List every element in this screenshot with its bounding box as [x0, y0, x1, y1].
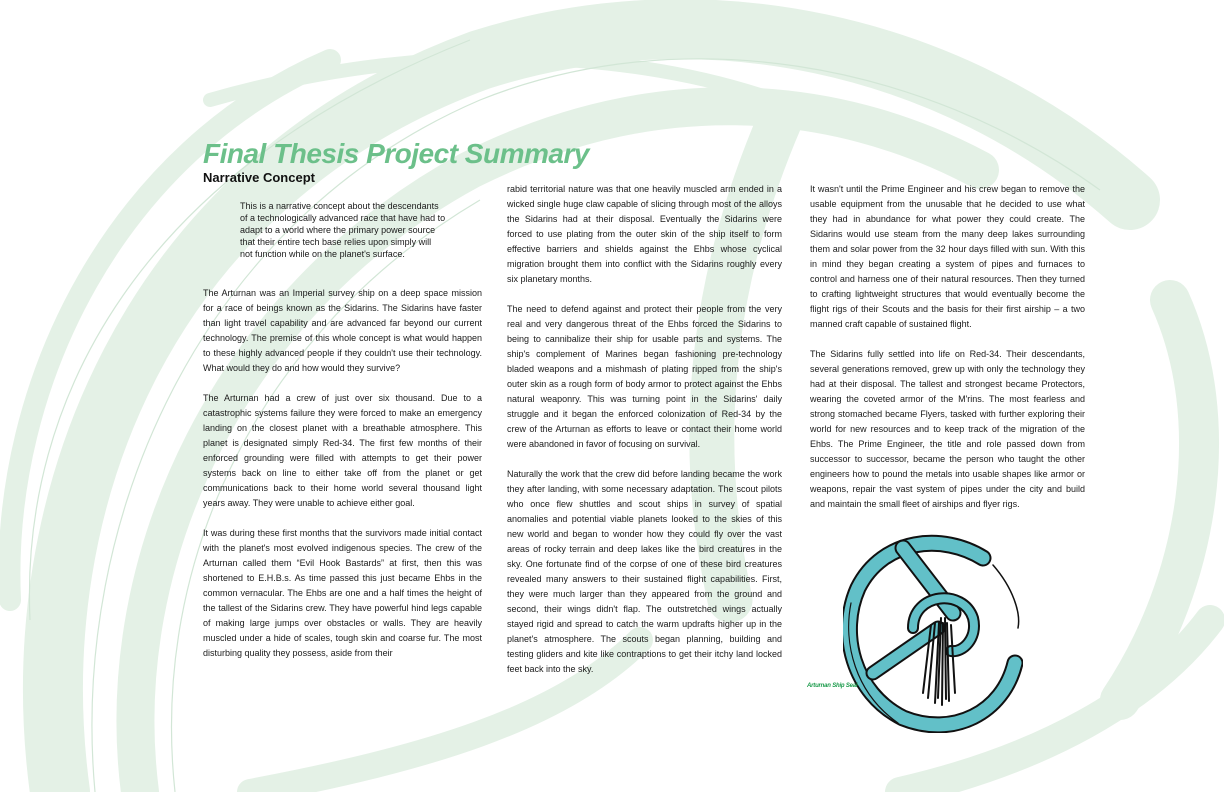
text-column-1	[203, 286, 482, 676]
page-title: Final Thesis Project Summary	[203, 138, 589, 169]
abstract-text: This is a narrative concept about the descendants of a technologically advanced race that have had to adapt to a world where the primary power source that their entire tech base relies upon simply will not function while on the planet's surface.	[240, 201, 446, 259]
paragraph: Naturally the work that the crew did before landing became the work they after landing, with some necessary adaptation. The scout pilots who once flew shuttles and scout ships in survey of spatial anomalies and potential viable planets looked to the skies of this new world and began to wonder how they could fly over the vast areas of rocky terrain and deep lakes like the bird creatures in the sky. One fortunate find of the corpse of one of these bird creatures revealed many answers to their sustained flight capabilities. First, they were much larger than they appeared from the ground and second, their wings didn't flap. The outstretched wings actually stayed rigid and spread to catch the warm updrafts higher up in the planet's atmosphere. The scouts began planning, building and testing gliders and kite like contraptions to get their itchy land locked feet back into the sky.	[507, 469, 782, 674]
paragraph: rabid territorial nature was that one heavily muscled arm ended in a wicked single huge claw capable of slicing through most of the alloys the Sidarins had at their disposal. Eventually the Sidarins were forced to use plating from the outer skin of the ship itself to form effective barriers and shields against the Ehbs whose cyclical migration brought them into conflict with the Sidarins roughly every six planetary months.	[507, 184, 782, 284]
paragraph: The need to defend against and protect their people from the very real and very dangerous threat of the Ehbs forced the Sidarins to being to cannibalize their ship for usable parts and systems. The ship's complement of Marines began fashioning pre-technology bladed weapons and a mishmash of plating ripped from the ship's outer skin as a rough form of body armor to protect against the Ehbs natural weaponry. This was turning point in the Sidarins' daily struggle and it began the enforced colonization of Red-34 by the crew of the Arturnan as efforts to leave or contact their home world were abandoned in favor of focusing on survival.	[507, 304, 782, 449]
text-column-3	[810, 182, 1085, 527]
ship-seal-icon	[843, 533, 1023, 733]
paragraph: The Arturnan was an Imperial survey ship on a deep space mission for a race of beings known as the Sidarins. The Sidarins have faster than light travel capability and are advanced far beyond our current technology. The premise of this whole concept is what would happen to these highly advanced people if they couldn't use their technology. What would they do and how would they survive?	[203, 288, 482, 373]
text-column-2	[507, 182, 782, 692]
paragraph: It was during these first months that the survivors made initial contact with the planet's most evolved indigenous species. The crew of the Arturnan called them “Evil Hook Bastards” at first, then this was shortened to E.H.B.s. As time passed this just became Ehbs in the common vernacular. The Ehbs are one and a half times the height of the tallest of the Sidarins crew. They have powerful hind legs capable of making large jumps over obstacles or walls. They are heavily muscled under a hide of scales, tough skin and coarse fur. The most disturbing quality they possess, aside from their	[203, 528, 482, 658]
paragraph: The Sidarins fully settled into life on Red-34. Their descendants, several generations removed, grew up with only the technology they had at their disposal. The tallest and strongest became Protectors, wearing the coveted armor of the M'rins. The most fearless and strong stomached became Flyers, tasked with further exploring their world for new resources and to keep track of the migration of the Ehbs. The Prime Engineer, the title and role passed down from successor to successor, became the person who taught the other engineers how to pound the metals into usable shapes like armor or weapons, repair the vast system of pipes under the city and build and maintain the small fleet of airships and flyer rigs.	[810, 349, 1085, 509]
paragraph: The Arturnan had a crew of just over six thousand. Due to a catastrophic systems failure they were forced to make an emergency landing on the closest planet with a breathable atmosphere. This planet is designated simply Red-34. The first few months of their enforced grounding were filled with attempts to get their power systems back on line to either take off from the planet or get communications back to their home world several thousand light years away. They were unable to achieve either goal.	[203, 393, 482, 508]
figure-caption: Arturnan Ship Seal	[807, 683, 858, 689]
paragraph: It wasn't until the Prime Engineer and his crew began to remove the usable equipment from the unusable that he decided to use what they had in abundance for what power they could create. The Sidarins would use steam from the many deep lakes surrounding them and solar power from the 32 hour days filled with sun. With this in mind they began creating a system of pipes and furnaces to control and harness one of their natural resources. Then they turned to crafting lightweight structures that would eventually become the flight rigs of their Scouts and the basis for their first airship – a two manned craft capable of sustained flight.	[810, 184, 1085, 329]
section-heading: Narrative Concept	[203, 170, 315, 185]
